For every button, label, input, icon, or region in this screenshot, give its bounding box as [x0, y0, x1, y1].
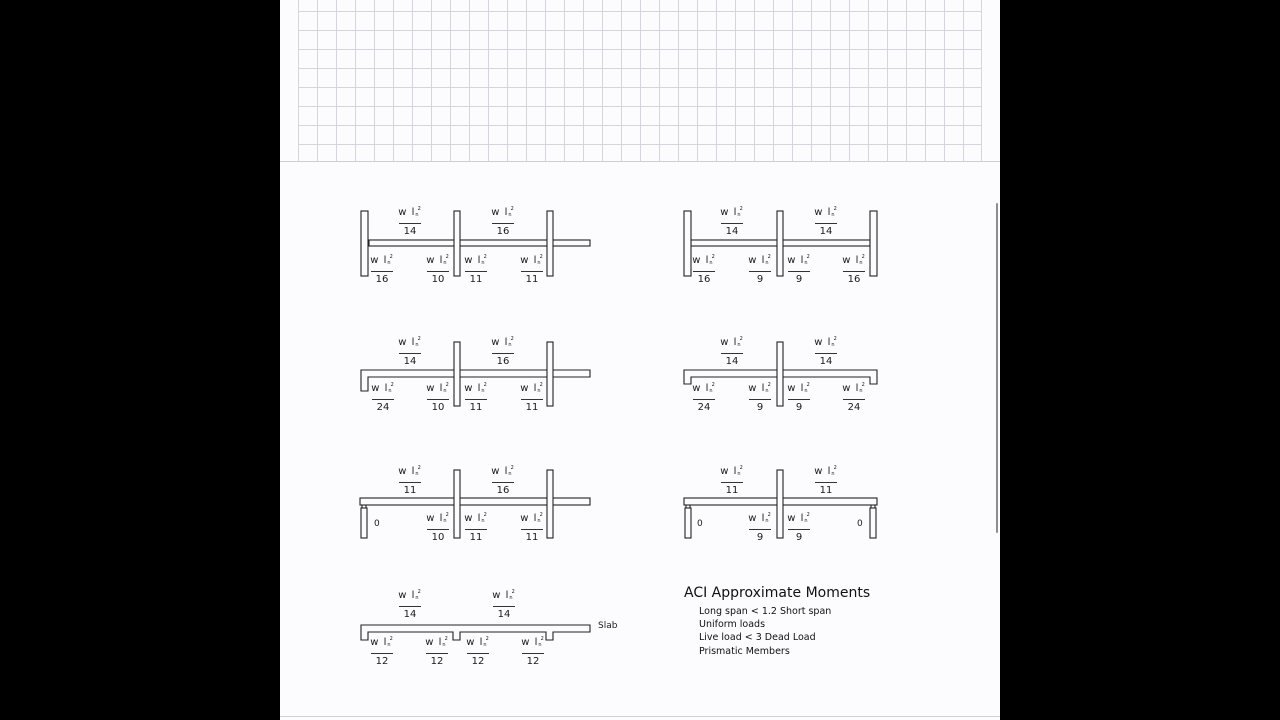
moment-denominator: 14 [819, 356, 833, 367]
moment-denominator: 16 [496, 356, 510, 367]
moment-denominator: 10 [431, 532, 445, 543]
moment-label: w $l_n^2$ 11 [459, 380, 493, 413]
moment-label: w $l_n^2$ 14 [715, 204, 749, 237]
moment-denominator: 11 [819, 485, 833, 496]
moment-denominator: 14 [725, 226, 739, 237]
moment-denominator: 11 [469, 402, 483, 413]
moment-denominator: 12 [375, 656, 389, 667]
moment-denominator: 11 [469, 274, 483, 285]
moment-denominator: 16 [496, 226, 510, 237]
end-moment-zero: 0 [374, 519, 380, 529]
moment-label: w $l_n^2$ 11 [809, 463, 843, 496]
moment-denominator: 14 [497, 609, 511, 620]
moment-denominator: 24 [376, 402, 390, 413]
moment-denominator: 11 [725, 485, 739, 496]
moment-denominator: 14 [819, 226, 833, 237]
diagram-6-structure [684, 470, 877, 538]
notes-item: Prismatic Members [699, 645, 790, 657]
moment-denominator: 10 [431, 274, 445, 285]
moment-denominator: 11 [403, 485, 417, 496]
moment-numerator: w $l_n^2$ [398, 206, 422, 218]
notes-item: Live load < 3 Dead Load [699, 632, 816, 644]
moment-label: w $l_n^2$ 14 [809, 334, 843, 367]
moment-label: w $l_n^2$ 24 [366, 380, 400, 413]
moment-label: w $l_n^2$ 16 [365, 252, 399, 285]
moment-label: w $l_n^2$ 9 [743, 252, 777, 285]
moment-denominator: 16 [496, 485, 510, 496]
moment-denominator: 9 [756, 402, 764, 413]
moment-label: w $l_n^2$ 14 [809, 204, 843, 237]
notes-title: ACI Approximate Moments [684, 585, 871, 601]
moment-label: w $l_n^2$ 14 [393, 587, 427, 620]
moment-label: w $l_n^2$ 10 [421, 252, 455, 285]
moment-denominator: 9 [756, 274, 764, 285]
moment-label: w $l_n^2$ 16 [486, 334, 520, 367]
fraction-bar [399, 223, 421, 224]
notes-item: Uniform loads [699, 619, 766, 631]
moment-denominator: 16 [847, 274, 861, 285]
end-moment-zero: 0 [697, 519, 703, 529]
moment-label: w $l_n^2$ 9 [743, 510, 777, 543]
moment-label: w $l_n^2$ 10 [421, 380, 455, 413]
moment-label: w $l_n^2$ 9 [782, 510, 816, 543]
moment-denominator: 10 [431, 402, 445, 413]
moment-label: w $l_n^2$ 11 [459, 510, 493, 543]
moment-label: w $l_n^2$ 14 [487, 587, 521, 620]
moment-label: w $l_n^2$ 14 [393, 334, 427, 367]
notes-block [684, 584, 870, 658]
moment-label: w $l_n^2$ 16 [486, 204, 520, 237]
moment-label: w $l_n^2$ 12 [365, 634, 399, 667]
moment-denominator: 14 [403, 356, 417, 367]
moment-label: w $l_n^2$ 9 [743, 380, 777, 413]
moment-label: w $l_n^2$ 9 [782, 380, 816, 413]
end-moment-zero: 0 [857, 519, 863, 529]
moment-denominator: 12 [471, 656, 485, 667]
moment-denominator: 9 [756, 532, 764, 543]
moment-label: w $l_n^2$ 14 [715, 334, 749, 367]
moment-denominator: 14 [403, 609, 417, 620]
moment-denominator: 24 [697, 402, 711, 413]
slab-label: Slab [598, 621, 618, 631]
moment-label: w $l_n^2$ 12 [420, 634, 454, 667]
moment-label: w $l_n^2$ 11 [515, 510, 549, 543]
moment-label: w $l_n^2$ 24 [687, 380, 721, 413]
moment-denominator: 12 [430, 656, 444, 667]
moment-label [393, 204, 427, 237]
moment-label: w $l_n^2$ 10 [421, 510, 455, 543]
moment-denominator: 11 [525, 532, 539, 543]
moment-denominator: 16 [375, 274, 389, 285]
moment-denominator: 9 [795, 532, 803, 543]
moment-denominator: 14 [403, 226, 417, 237]
moment-denominator: 11 [525, 274, 539, 285]
moment-denominator: 24 [847, 402, 861, 413]
moment-label: w $l_n^2$ 24 [837, 380, 871, 413]
moment-denominator: 11 [469, 532, 483, 543]
moment-denominator: 9 [795, 274, 803, 285]
moment-denominator: 14 [725, 356, 739, 367]
notes-item: Long span < 1.2 Short span [699, 606, 832, 617]
moment-label: w $l_n^2$ 16 [837, 252, 871, 285]
moment-denominator: 9 [795, 402, 803, 413]
moment-label: w $l_n^2$ 11 [459, 252, 493, 285]
moment-label: w $l_n^2$ 16 [687, 252, 721, 285]
moment-label: w $l_n^2$ 11 [715, 463, 749, 496]
moment-label: w $l_n^2$ 11 [515, 252, 549, 285]
moment-label: w $l_n^2$ 11 [515, 380, 549, 413]
moment-denominator: 11 [525, 402, 539, 413]
moment-denominator: 12 [526, 656, 540, 667]
moment-denominator: 16 [697, 274, 711, 285]
moment-label: w $l_n^2$ 12 [516, 634, 550, 667]
moment-label: w $l_n^2$ 11 [393, 463, 427, 496]
moment-label: w $l_n^2$ 16 [486, 463, 520, 496]
moment-label: w $l_n^2$ 9 [782, 252, 816, 285]
moment-label: w $l_n^2$ 12 [461, 634, 495, 667]
